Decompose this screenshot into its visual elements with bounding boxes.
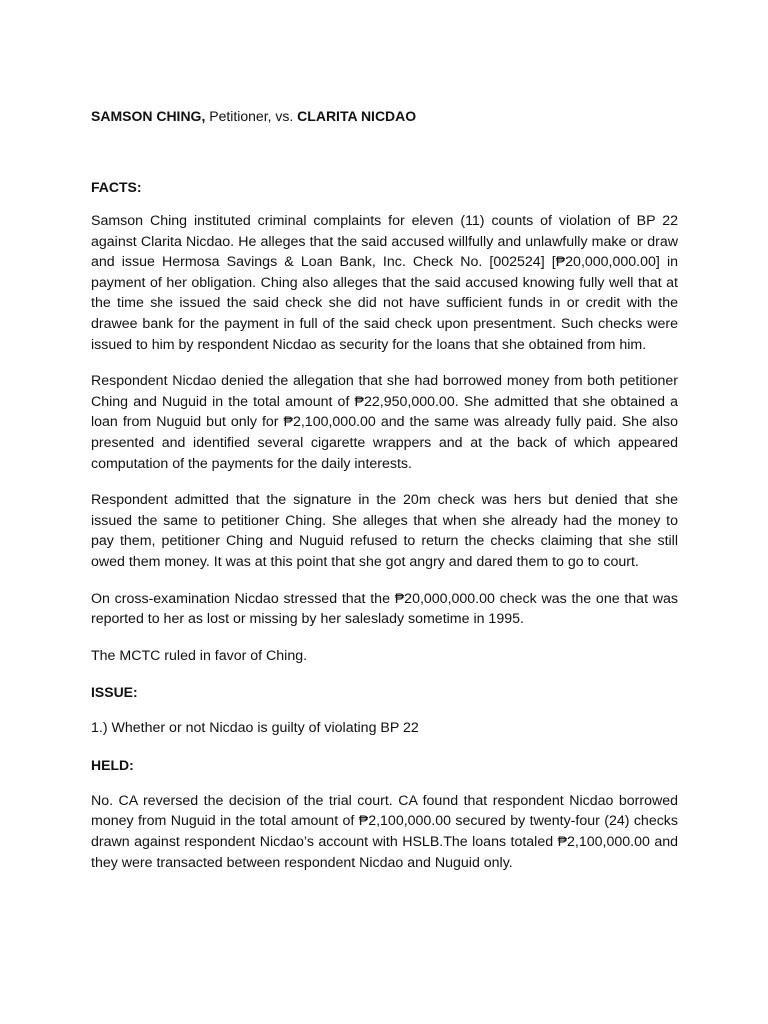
document-page xyxy=(91,104,678,873)
held-text: No. CA reversed the decision of the trial court. CA found that respondent Nicdao borrowed money from Nuguid in the total amount of ₱2,100,000.00 secured by twenty-four (24) checks drawn against respondent Nicdao’s account with HSLB.The loans totaled ₱2,100,000.00 and they were transacted between respondent Nicdao and Nuguid only. xyxy=(91,792,678,871)
petitioner-role: Petitioner, vs. xyxy=(205,108,298,124)
case-title xyxy=(91,104,678,128)
issue-heading: ISSUE: xyxy=(91,684,138,701)
facts-paragraph-5: The MCTC ruled in favor of Ching. xyxy=(91,647,308,664)
issue-text: 1.) Whether or not Nicdao is guilty of violating BP 22 xyxy=(91,720,419,737)
facts-paragraph-2: Respondent Nicdao denied the allegation that she had borrowed money from both petitioner Ching and Nuguid in the total amount of ₱22,950,000.00. She admitted that she obtained a loan from Nuguid but only for ₱2,100,000.00 and the same was already fully paid. She also presented and identified several cigarette wrappers and at the back of which appeared computation of the payments for the daily interests. xyxy=(91,373,678,472)
respondent-name: CLARITA NICDAO xyxy=(297,108,417,124)
facts-paragraph-1: Samson Ching instituted criminal complaints for eleven (11) counts of violation of BP 22 against Clarita Nicdao. He alleges that the said accused willfully and unlawfully make or draw and issue Hermosa Savings & Loan Bank, Inc. Check No. [002524] [₱20,000,000.00] in payment of her obligation. Ching also alleges that the said accused knowing fully well that at the time she issued the said check she did not have sufficient funds in or credit with the drawee bank for the payment in full of the said check upon presentment. Such checks were issued to him by respondent Nicdao as security for the loans that she obtained from him. xyxy=(91,213,678,353)
facts-paragraph-4: On cross-examination Nicdao stressed that the ₱20,000,000.00 check was the one that was reported to her as lost or missing by her saleslady sometime in 1995. xyxy=(91,590,678,628)
held-heading: HELD: xyxy=(91,756,134,773)
facts-paragraph-3: Respondent admitted that the signature in the 20m check was hers but denied that she issued the same to petitioner Ching. She alleges that when she already had the money to pay them, petitioner Ching and Nuguid refused to return the checks claiming that she still owed them money. It was at this point that she got angry and dared them to go to court. xyxy=(91,492,678,570)
facts-heading: FACTS: xyxy=(91,179,142,195)
petitioner-name: SAMSON CHING, xyxy=(91,108,206,124)
